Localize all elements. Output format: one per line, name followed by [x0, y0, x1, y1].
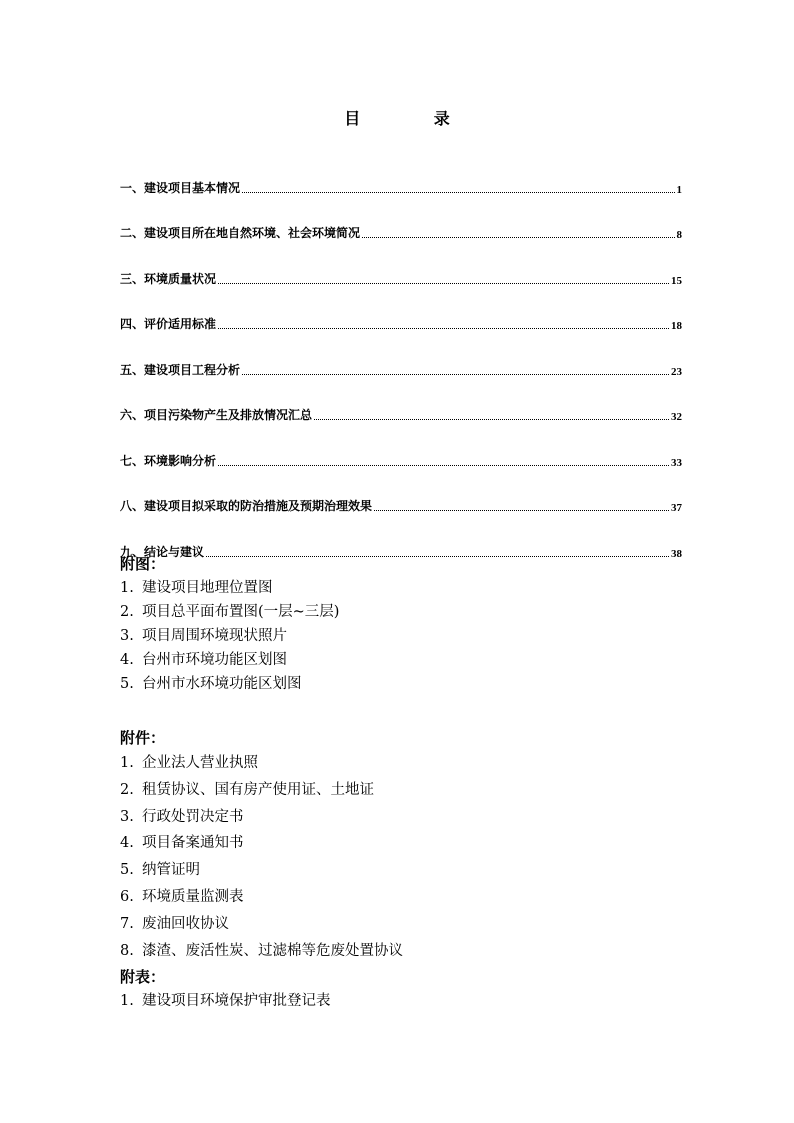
toc-entry[interactable]	[120, 287, 682, 333]
toc-leader	[218, 282, 669, 284]
title-right: 录	[433, 109, 450, 128]
toc-entry[interactable]	[120, 241, 682, 287]
toc-label: 三、环境质量状况	[120, 271, 217, 286]
list-item	[120, 576, 680, 600]
toc-page-number: 18	[671, 320, 682, 332]
toc-page-number: 37	[671, 502, 682, 514]
appendix-attachments-section	[120, 726, 680, 964]
toc-label: 七、环境影响分析	[120, 453, 217, 468]
item-number: 5.	[120, 676, 134, 692]
item-text: 项目总平面布置图(一层~三层)	[142, 604, 340, 620]
item-number: 1.	[120, 580, 134, 596]
item-number: 4.	[120, 652, 134, 668]
item-text: 环境质量监测表	[142, 888, 244, 905]
toc-page-number: 33	[671, 456, 682, 469]
figures-heading: 附图：	[120, 555, 166, 573]
item-text: 漆渣、废活性炭、过滤棉等危废处置协议	[142, 942, 403, 959]
toc-leader	[362, 236, 674, 238]
toc-page-number: 32	[671, 411, 682, 423]
toc-page-number: 1	[676, 183, 682, 196]
list-item	[120, 672, 680, 696]
item-number: 8.	[120, 942, 134, 959]
toc-leader	[218, 464, 669, 466]
toc-leader	[218, 327, 669, 329]
toc-entry[interactable]	[120, 378, 682, 424]
toc-label: 五、建设项目工程分析	[120, 362, 241, 377]
toc-entry[interactable]	[120, 150, 682, 196]
tables-heading: 附表：	[120, 968, 166, 986]
attachments-heading: 附件：	[120, 729, 166, 747]
toc-page-number: 15	[671, 274, 682, 287]
item-number: 4.	[120, 835, 134, 852]
toc-label: 一、建设项目基本情况	[120, 180, 241, 195]
toc-entry[interactable]	[120, 332, 682, 378]
item-text: 项目周围环境现状照片	[142, 628, 287, 644]
toc-leader	[242, 373, 669, 375]
list-item	[120, 648, 680, 672]
item-text: 行政处罚决定书	[142, 808, 244, 825]
title-left: 目	[344, 109, 361, 128]
item-number: 3.	[120, 808, 134, 825]
item-number: 6.	[120, 888, 134, 905]
list-item	[120, 830, 680, 857]
list-item	[120, 911, 680, 938]
toc-page-number: 38	[671, 547, 682, 560]
item-text: 台州市水环境功能区划图	[142, 676, 302, 692]
appendix-figures-section	[120, 552, 680, 696]
toc-label: 四、评价适用标准	[120, 317, 217, 331]
table-of-contents	[120, 150, 682, 560]
toc-label: 九、结论与建议	[120, 544, 205, 559]
toc-page-number: 8	[676, 229, 682, 241]
item-number: 3.	[120, 628, 134, 644]
item-text: 台州市环境功能区划图	[142, 652, 287, 668]
toc-leader	[242, 191, 674, 193]
list-item	[120, 989, 680, 1013]
item-number: 7.	[120, 915, 134, 932]
toc-page-number: 23	[671, 365, 682, 378]
page-title	[0, 106, 794, 129]
item-text: 建设项目地理位置图	[142, 580, 273, 596]
list-item	[120, 804, 680, 831]
toc-entry[interactable]	[120, 469, 682, 515]
toc-label: 八、建设项目拟采取的防治措施及预期治理效果	[120, 499, 373, 513]
toc-entry[interactable]	[120, 196, 682, 242]
item-text: 建设项目环境保护审批登记表	[142, 993, 331, 1009]
list-item	[120, 777, 680, 804]
item-number: 2.	[120, 781, 134, 798]
item-number: 5.	[120, 862, 134, 879]
item-text: 废油回收协议	[142, 915, 229, 932]
item-number: 1.	[120, 755, 134, 771]
toc-label: 六、项目污染物产生及排放情况汇总	[120, 408, 313, 422]
item-text: 企业法人营业执照	[142, 755, 258, 771]
item-number: 2.	[120, 604, 134, 620]
list-item	[120, 857, 680, 884]
toc-label: 二、建设项目所在地自然环境、社会环境简况	[120, 226, 361, 240]
item-text: 纳管证明	[142, 862, 200, 879]
toc-leader	[374, 509, 669, 511]
item-text: 项目备案通知书	[142, 835, 244, 852]
appendix-tables-section	[120, 965, 680, 1013]
list-item	[120, 750, 680, 777]
list-item	[120, 624, 680, 648]
list-item	[120, 600, 680, 624]
toc-entry[interactable]	[120, 423, 682, 469]
item-number: 1.	[120, 993, 134, 1009]
item-text: 租赁协议、国有房产使用证、土地证	[142, 781, 374, 798]
list-item	[120, 938, 680, 965]
toc-leader	[314, 418, 669, 420]
list-item	[120, 884, 680, 911]
